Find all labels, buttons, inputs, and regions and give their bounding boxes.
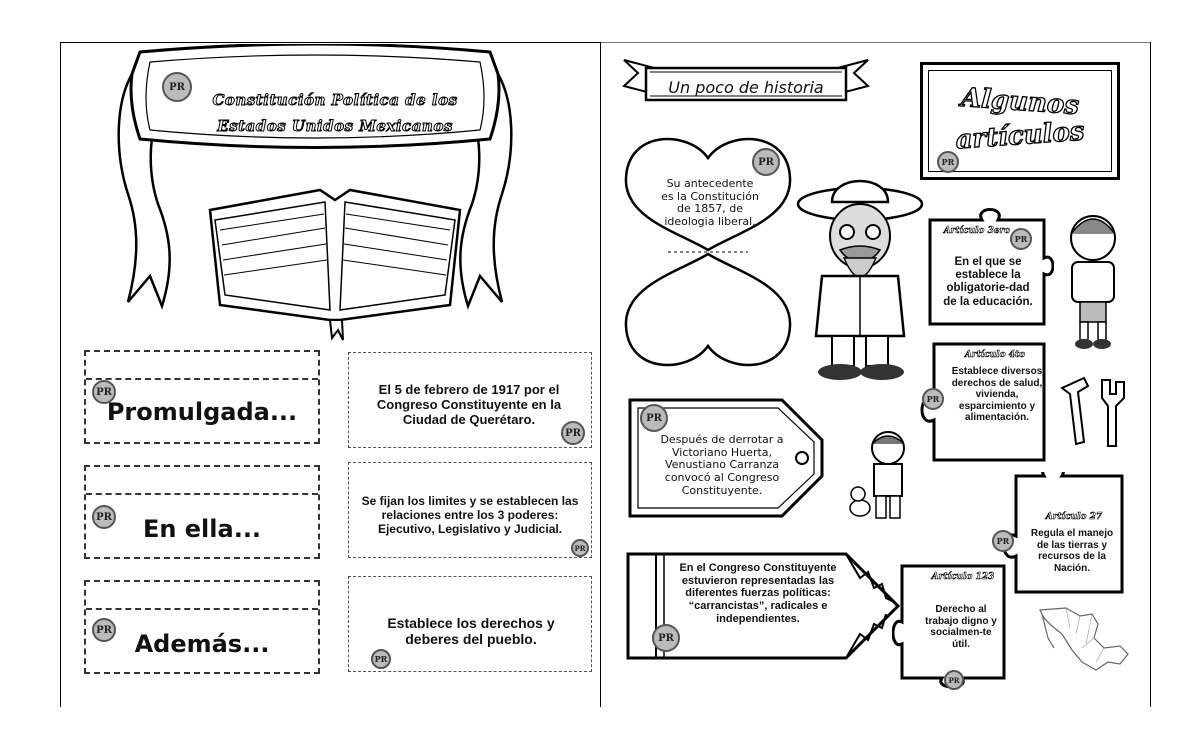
seal-icon: PR [92, 618, 116, 642]
page-border-right [1150, 42, 1151, 707]
article-text: En el que se establece la obligatorie-dad de la educación. [943, 256, 1033, 308]
article-title: Artículo 27 [1045, 512, 1103, 522]
boy-with-dog-illustration [848, 428, 922, 528]
page-border-top-left [60, 42, 600, 43]
article-3-puzzle[interactable] [926, 204, 1054, 326]
seal-icon: PR [652, 624, 680, 652]
mexico-map-icon [1036, 604, 1132, 676]
banner-title-line-1: Constitución Política de los [212, 91, 458, 109]
book-icon [200, 170, 470, 350]
article-text: Establece diversos derechos de salud, vivienda, esparcimiento y alimentación. [951, 366, 1043, 423]
article-4-puzzle[interactable] [914, 340, 1054, 464]
seal-icon: PR [937, 151, 959, 173]
article-123-puzzle[interactable] [892, 560, 1010, 688]
article-text: Derecho al trabajo digno y socialmen-te útil. [925, 604, 997, 650]
girl-illustration [1058, 204, 1128, 354]
tools-icon [1058, 374, 1130, 454]
article-title: Artículo 3ero [943, 226, 1011, 236]
seal-icon: PR [640, 404, 668, 432]
articles-title-box: Algunos artículos PR [920, 62, 1120, 180]
seal-icon: PR [992, 530, 1014, 552]
flap-content-en-ella: Se fijan los limites y se establecen las relaciones entre los 3 poderes: Ejecutivo, Legislativo y Judicial. PR [348, 462, 592, 558]
seal-icon: PR [571, 539, 589, 557]
seal-icon: PR [92, 380, 116, 404]
seal-icon: PR [92, 505, 116, 529]
history-banner-text: Un poco de historia [668, 78, 824, 97]
article-title: Artículo 123 [931, 572, 995, 582]
flap-title: Además... [134, 630, 270, 658]
seal-icon: PR [371, 649, 391, 669]
flap-ademas[interactable] [84, 580, 320, 674]
tag-foldable[interactable] [626, 396, 826, 520]
page-border-left [60, 42, 61, 707]
seal-icon: PR [752, 148, 780, 176]
flap-title: Promulgada... [106, 398, 298, 426]
heart-text: Su antecedente es la Constitución de 1857, de ideologia liberal. [661, 177, 759, 228]
tag-text: Después de derrotar a Victoriano Huerta, Venustiano Carranza convocó al Congreso Constituyente. [660, 433, 784, 497]
flap-title: En ella... [142, 515, 262, 543]
seal-icon: PR [922, 388, 944, 410]
article-text: Regula el manejo de las tierras y recursos de la Nación. [1030, 528, 1114, 574]
flap-content-ademas: Establece los derechos y deberes del pueblo. PR [348, 576, 592, 672]
article-title: Artículo 4to [964, 350, 1026, 360]
flap-en-ella[interactable] [84, 465, 320, 559]
pencil-shape[interactable] [624, 548, 900, 664]
seal-icon: PR [162, 72, 192, 102]
page-border-top-right [601, 42, 1150, 43]
man-with-hat-illustration [792, 166, 928, 386]
seal-icon: PR [561, 421, 585, 445]
banner-title-line-2: Estados Unidos Mexicanos [217, 117, 453, 135]
seal-icon: PR [944, 670, 964, 690]
page-divider [600, 42, 601, 707]
flap-promulgada[interactable] [84, 350, 320, 444]
seal-icon: PR [1010, 228, 1032, 250]
pencil-text: En el Congreso Constituyente estuvieron representadas las diferentes fuerzas políticas: “carrancistas”, radicales e independientes. [679, 562, 837, 625]
history-banner [622, 56, 870, 106]
heart-foldable[interactable] [618, 132, 798, 372]
flap-content-promulgada: El 5 de febrero de 1917 por el Congreso Constituyente en la Ciudad de Querétaro. PR [348, 352, 592, 448]
